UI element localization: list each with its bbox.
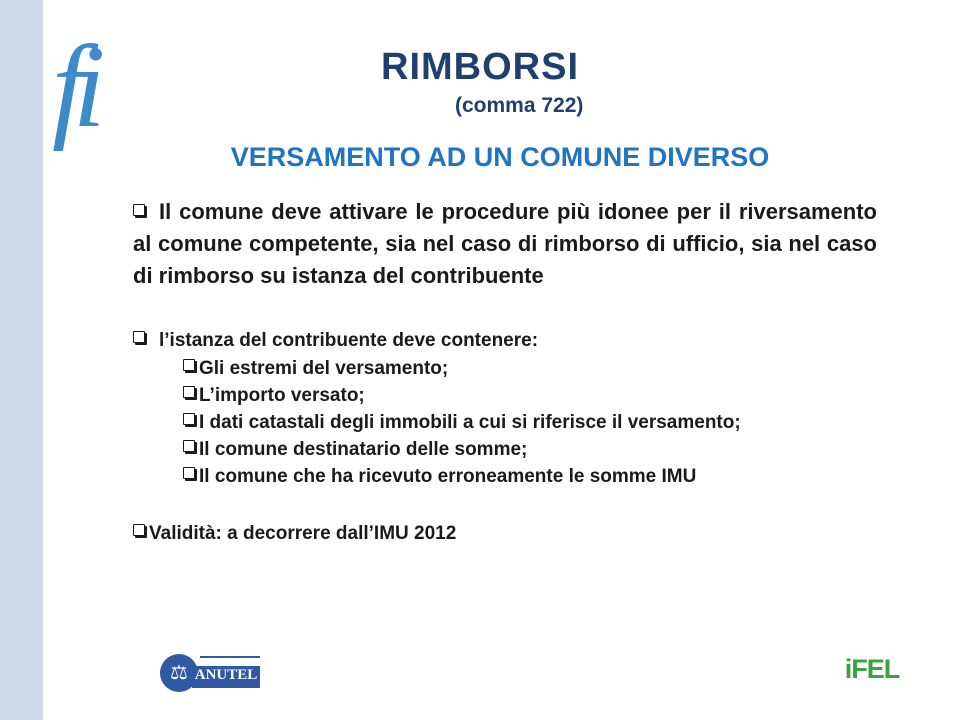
requirements-list [183,355,877,490]
validity-note [133,520,877,548]
anutel-logo-text: ANUTEL [194,667,258,683]
slide-content [133,196,877,548]
intro-paragraph [133,196,877,292]
anutel-top-line [200,656,260,658]
checkbox-bullet-icon [183,467,195,479]
checkbox-bullet-icon [133,331,145,343]
validity-text: Validità: a decorrere dall’IMU 2012 [149,523,457,544]
anutel-logo [160,654,260,696]
list-item [183,355,877,382]
side-band [0,0,43,720]
list-item [183,382,877,409]
ifel-logo-text: iFEL [844,654,900,684]
section-heading: VERSAMENTO AD UN COMUNE DIVERSO [230,142,770,172]
checkbox-bullet-icon [183,386,195,398]
ifel-logo [842,654,902,704]
checkbox-bullet-icon [183,413,195,425]
list-intro-text: l’istanza del contribuente deve contenere: [159,330,539,351]
paragraph-text: Il comune deve attivare le procedure più idonee per il riversamento al comune competente, sia nel caso di rimborso di ufficio, sia nel caso di rimborso su istanza del contribuente [133,199,877,288]
scales-icon: ⚖ [160,654,198,692]
list-item-text: Gli estremi del versamento; [199,358,449,379]
list-item [183,436,877,463]
list-item [183,409,877,436]
list-item-text: Il comune destinatario delle somme; [199,439,528,460]
checkbox-bullet-icon [133,524,145,536]
list-item [183,463,877,490]
checkbox-bullet-icon [183,440,195,452]
list-item-text: Il comune che ha ricevuto erroneamente le somme IMU [199,466,697,487]
slide-title: RIMBORSI [381,46,579,88]
checkbox-bullet-icon [183,359,195,371]
list-item-text: I dati catastali degli immobili a cui si riferisce il versamento; [199,412,741,433]
checkbox-bullet-icon [133,204,145,216]
fi-logo: fi [52,21,94,152]
list-item-text: L’importo versato; [199,385,365,406]
list-intro [133,327,877,355]
slide-subtitle: (comma 722) [455,94,584,117]
